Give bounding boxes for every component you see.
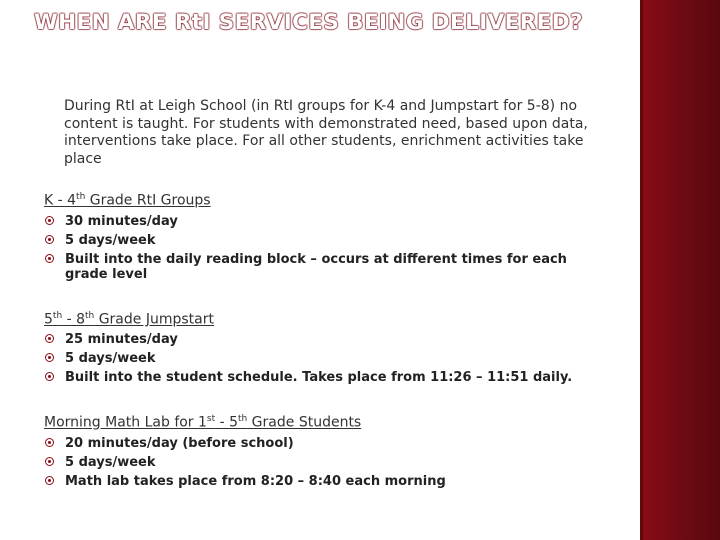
item-text: 5 days/week — [65, 455, 156, 470]
heading-sup: th — [52, 311, 63, 321]
list-item — [45, 370, 600, 385]
list-item — [45, 214, 600, 229]
list-item — [45, 351, 600, 366]
section-list-k4 — [45, 214, 600, 286]
bullet-icon — [45, 254, 54, 263]
bullet-icon — [45, 438, 54, 447]
list-item — [45, 233, 600, 248]
item-text: Built into the student schedule. Takes place from 11:26 – 11:51 daily. — [65, 370, 573, 385]
list-item — [45, 252, 600, 282]
heading-sup: st — [206, 414, 216, 424]
section-list-math-lab — [45, 436, 600, 493]
item-text: 5 days/week — [65, 233, 156, 248]
bullet-icon — [45, 476, 54, 485]
heading-text: Grade Students — [247, 414, 362, 431]
heading-text: Morning Math Lab for 1 — [44, 414, 207, 431]
bullet-icon — [45, 334, 54, 343]
heading-text: Grade Jumpstart — [94, 311, 214, 328]
bullet-icon — [45, 457, 54, 466]
item-text: Math lab takes place from 8:20 – 8:40 each morning — [65, 474, 446, 489]
heading-sup: th — [238, 414, 248, 424]
bullet-icon — [45, 372, 54, 381]
list-item — [45, 332, 600, 347]
heading-text: Grade RtI Groups — [85, 192, 211, 209]
item-text: Built into the daily reading block – occurs at different times for each grade level — [65, 252, 567, 282]
section-heading-math-lab — [44, 414, 361, 431]
intro-paragraph: During RtI at Leigh School (in RtI groups for K-4 and Jumpstart for 5-8) no content is taught. For students with demonstrated need, based upon data, interventions take place. For all other students, enrichment activities take place — [64, 98, 588, 167]
section-heading-jumpstart — [44, 311, 214, 328]
bullet-icon — [45, 353, 54, 362]
item-text: 30 minutes/day — [65, 214, 178, 229]
heading-text: - 5 — [215, 414, 238, 431]
bullet-icon — [45, 235, 54, 244]
heading-text: - 8 — [62, 311, 86, 328]
list-item — [45, 455, 600, 470]
item-text: 5 days/week — [65, 351, 156, 366]
heading-sup: th — [76, 192, 86, 202]
list-item — [45, 436, 600, 451]
band-edge — [640, 0, 643, 540]
heading-text: K - 4 — [44, 192, 77, 209]
slide-title: WHEN ARE RtI SERVICES BEING DELIVERED? — [34, 10, 583, 35]
heading-text: 5 — [44, 311, 53, 328]
section-heading-k4 — [44, 192, 211, 209]
heading-sup: th — [85, 311, 95, 321]
list-item — [45, 474, 600, 489]
item-text: 20 minutes/day (before school) — [65, 436, 294, 451]
item-text: 25 minutes/day — [65, 332, 178, 347]
bullet-icon — [45, 216, 54, 225]
decorative-band — [640, 0, 720, 540]
section-list-jumpstart — [45, 332, 600, 389]
